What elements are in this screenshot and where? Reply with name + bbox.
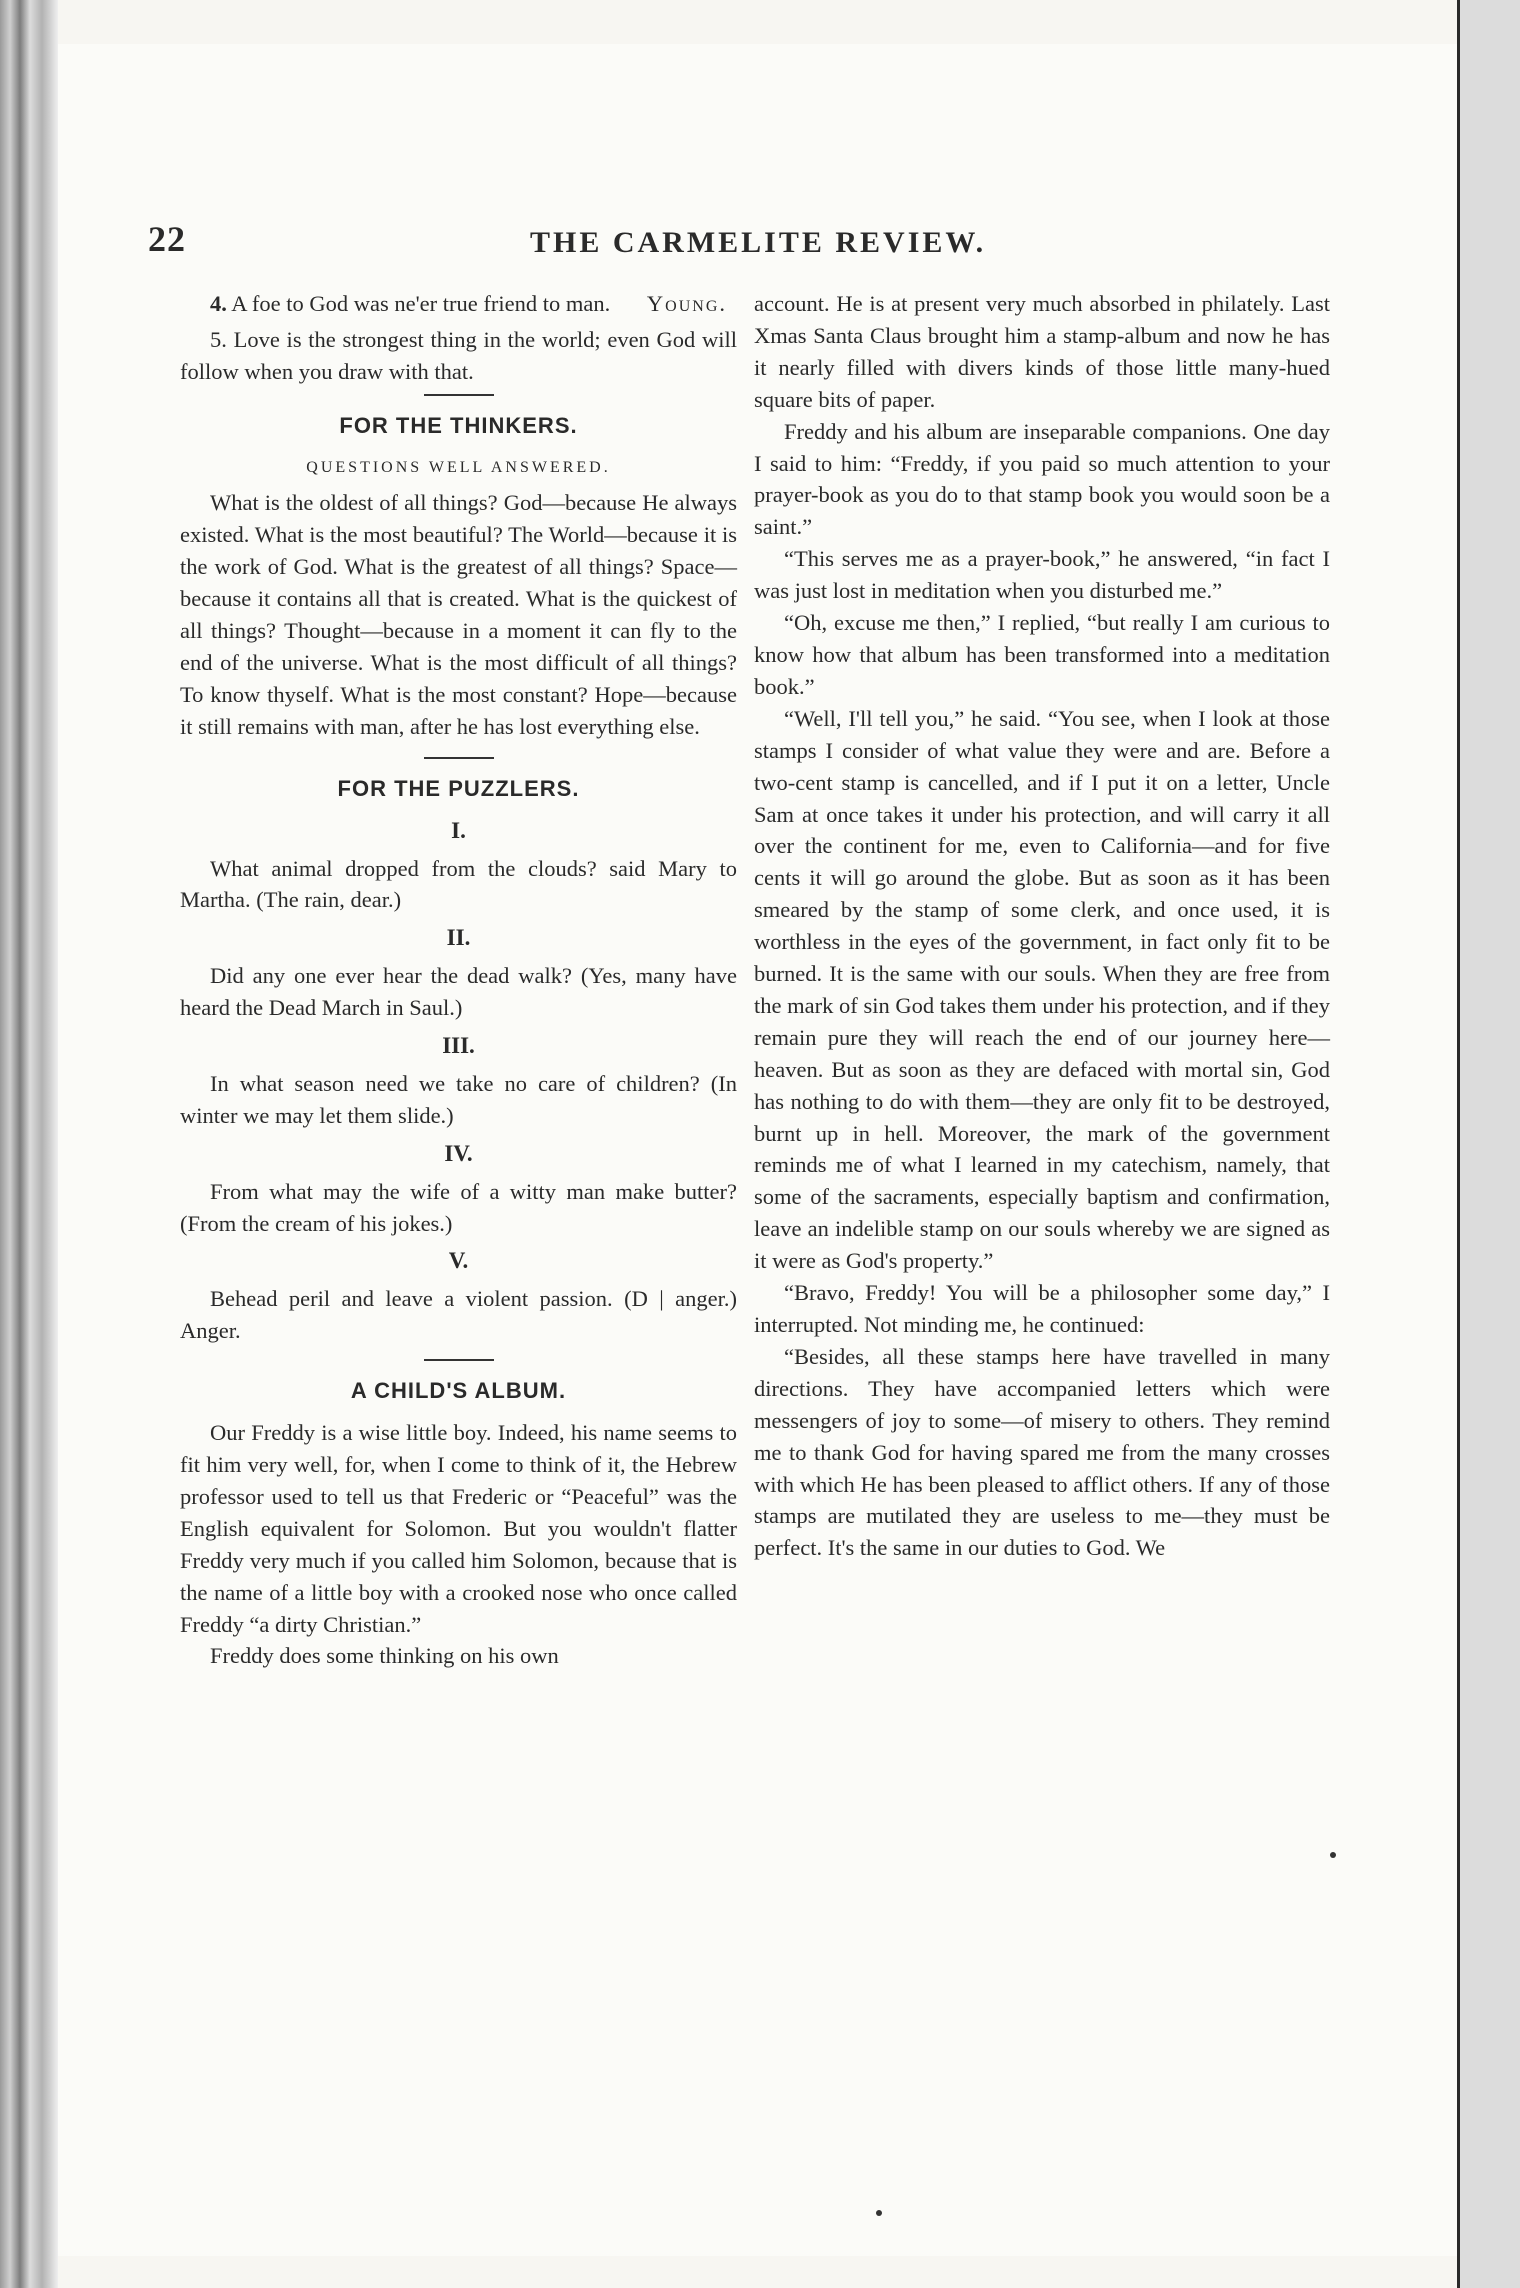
puzzle-4-number: IV. [444,1140,473,1166]
quote-5-text: Love is the strongest thing in the world; even God will follow when you draw with that. [180,326,738,384]
album-paragraph-1: Our Freddy is a wise little boy. Indeed, his name seems to fit him very well, for, when I come to think of it, the Hebrew professor used to tell us that Frederic or “Peaceful” was the English equivalent for Solomon. But you wouldn't flatter Freddy very much if you called him Solomon, because that is the name of a little boy with a crooked nose who once called Freddy “a dirty Christian.” [180,1420,737,1637]
album-paragraph-2: Freddy does some thinking on his own [210,1643,559,1669]
album-paragraph-5: “Oh, excuse me then,” I replied, “but really I am curious to know how that album has been transformed into a meditation book.” [754,610,1330,699]
album-paragraph-4: “This serves me as a prayer-book,” he answered, “in fact I was just lost in meditation when you disturbed me.” [754,546,1330,604]
thinkers-heading: FOR THE THINKERS. [339,412,578,438]
section-divider [424,1359,494,1361]
puzzle-1-text: What animal dropped from the clouds? said Mary to Martha. (The rain, dear.) [180,855,737,913]
puzzlers-heading: FOR THE PUZZLERS. [337,775,580,801]
left-column [180,288,737,1672]
album-paragraph-3: Freddy and his album are inseparable companions. One day I said to him: “Freddy, if you paid so much attention to your prayer-book as you do to that stamp book you would soon be a saint.” [754,418,1330,540]
print-speck [876,2210,882,2216]
puzzle-1-number: I. [451,817,466,843]
quote-4-number: 4. [210,291,227,316]
album-paragraph-8: “Besides, all these stamps here have travelled in many directions. They have accompanied letters which were messengers of joy to some—of misery to others. They remind me to thank God for having spared me from the many crosses with which He has been pleased to afflict others. If any of those stamps are mutilated they are useless to me—they must be perfect. It's the same in our duties to God. We [754,1343,1330,1561]
print-speck [1330,1852,1336,1858]
puzzle-3-number: III. [442,1033,475,1059]
album-paragraph-7: “Bravo, Freddy! You will be a philosopher some day,” I interrupted. Not minding me, he continued: [754,1280,1330,1337]
puzzle-3-text: In what season need we take no care of children? (In winter we may let them slide.) [180,1070,737,1128]
puzzle-2-text: Did any one ever hear the dead walk? (Yes, many have heard the Dead March in Saul.) [180,963,737,1021]
album-paragraph-6: “Well, I'll tell you,” he said. “You see, when I look at those stamps I consider of what value they were and are. Before a two-cent stamp is cancelled, and if I put it on a letter, Uncle Sam at once takes it under his protection, and will carry it all over the continent for me, even to California—and for five cents it will go around the globe. But as soon as it has been smeared by the stamp of some clerk, and once used, it is worthless in the eyes of the government, in fact only fit to be burned. It is the same with our souls. When they are free from the mark of sin God takes them under his protection, and if they remain pure they will reach the end of our journey here—heaven. But as soon as they are defaced with mortal sin, God has nothing to do with them—they are only fit to be destroyed, burnt up in hell. Moreover, the mark of the government reminds me of what I learned in my catechism, namely, that some of the sacraments, especially baptism and confirmation, leave an indelible stamp on our souls whereby we are signed as it were as God's property.” [754,705,1330,1274]
page-number: 22 [148,219,186,259]
puzzle-5-number: V. [448,1248,469,1274]
puzzle-2-number: II. [446,925,471,951]
quote-5 [180,324,737,388]
album-paragraph-2-cont: account. He is at present very much absorbed in philately. Last Xmas Santa Claus brought him a stamp-album and now he has it nearly filled with divers kinds of those little many-hued square bits of paper. [754,291,1330,412]
right-column [754,288,1330,1564]
thinkers-subheading: QUESTIONS WELL ANSWERED. [306,458,611,476]
quote-4-text: A foe to God was ne'er true friend to man. [231,291,611,316]
section-divider [424,757,494,759]
thinkers-text: What is the oldest of all things? God—because He always existed. What is the most beautiful? The World—because it is the work of God. What is the greatest of all things? Space—because it contains all that is created. What is the quickest of all things? Thought—because in a moment it can fly to the end of the universe. What is the most difficult of all things? To know thyself. What is the most constant? Hope—because it still remains with man, after he has lost everything else. [180,490,737,739]
running-title: THE CARMELITE REVIEW. [530,226,987,259]
quote-4-attribution: Young. [646,290,727,316]
page-edge [1457,0,1520,2288]
quote-5-number: 5. [210,326,227,352]
puzzle-5-text: Behead peril and leave a violent passion. (D | anger.) Anger. [180,1286,737,1344]
section-divider [424,394,494,396]
album-heading: A CHILD'S ALBUM. [350,1378,567,1404]
puzzle-4-text: From what may the wife of a witty man make butter? (From the cream of his jokes.) [180,1178,737,1236]
book-binding [0,0,58,2288]
